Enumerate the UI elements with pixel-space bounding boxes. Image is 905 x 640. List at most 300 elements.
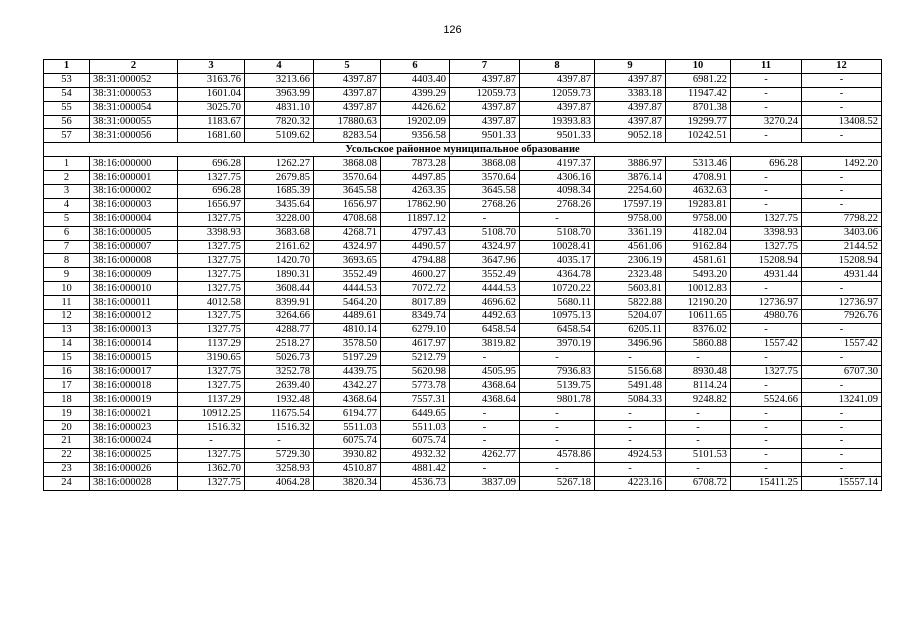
table-cell: 9758.00 xyxy=(666,212,731,226)
table-cell: 5524.66 xyxy=(731,393,802,407)
table-cell: 1685.39 xyxy=(245,185,314,199)
table-cell: 3270.24 xyxy=(731,115,802,129)
table-cell: 15208.94 xyxy=(802,254,882,268)
table-cell: 4035.17 xyxy=(520,254,595,268)
table-cell: 5773.78 xyxy=(381,379,450,393)
table-cell: - xyxy=(731,462,802,476)
table-cell: 4617.97 xyxy=(381,337,450,351)
table-cell: 4364.78 xyxy=(520,268,595,282)
table-cell: 1 xyxy=(44,157,90,171)
table-cell: 4931.44 xyxy=(802,268,882,282)
table-cell: 38:31:000055 xyxy=(90,115,178,129)
table-cell: - xyxy=(731,407,802,421)
table-cell: 3683.68 xyxy=(245,226,314,240)
table-cell: - xyxy=(595,435,666,449)
table-cell: 38:16:000014 xyxy=(90,337,178,351)
table-cell: 38:16:000003 xyxy=(90,198,178,212)
table-cell: 38:16:000013 xyxy=(90,323,178,337)
table-cell: - xyxy=(802,73,882,87)
table-cell: 22 xyxy=(44,448,90,462)
table-cell: 5109.62 xyxy=(245,129,314,143)
table-row xyxy=(44,365,882,379)
table-cell: 3868.08 xyxy=(450,157,520,171)
table-cell: 21 xyxy=(44,435,90,449)
table-row xyxy=(44,337,882,351)
table-cell: 5493.20 xyxy=(666,268,731,282)
column-header: 10 xyxy=(666,60,731,74)
table-cell: - xyxy=(731,435,802,449)
table-cell: 3361.19 xyxy=(595,226,666,240)
table-cell: - xyxy=(802,282,882,296)
table-cell: - xyxy=(731,323,802,337)
table-cell: 4561.06 xyxy=(595,240,666,254)
table-cell: - xyxy=(666,421,731,435)
table-cell: 3578.50 xyxy=(314,337,381,351)
table-cell: 4578.86 xyxy=(520,448,595,462)
table-cell: 7798.22 xyxy=(802,212,882,226)
table-cell: 6279.10 xyxy=(381,323,450,337)
table-cell: 19393.83 xyxy=(520,115,595,129)
table-cell: 5729.30 xyxy=(245,448,314,462)
table-cell: 1327.75 xyxy=(178,379,245,393)
table-cell: 2306.19 xyxy=(595,254,666,268)
table-cell: 7926.76 xyxy=(802,310,882,324)
table-cell: 4399.29 xyxy=(381,87,450,101)
table-cell: - xyxy=(450,462,520,476)
table-cell: 3570.64 xyxy=(314,171,381,185)
table-cell: 5620.98 xyxy=(381,365,450,379)
table-cell: 7072.72 xyxy=(381,282,450,296)
table-cell: 4426.62 xyxy=(381,101,450,115)
column-header: 11 xyxy=(731,60,802,74)
table-cell: - xyxy=(595,462,666,476)
table-cell: 5197.29 xyxy=(314,351,381,365)
table-cell: 5491.48 xyxy=(595,379,666,393)
table-cell: 15411.25 xyxy=(731,476,802,490)
table-cell: - xyxy=(731,282,802,296)
table-cell: 53 xyxy=(44,73,90,87)
table-cell: - xyxy=(450,421,520,435)
table-cell: 4931.44 xyxy=(731,268,802,282)
table-cell: 5 xyxy=(44,212,90,226)
table-cell: 4262.77 xyxy=(450,448,520,462)
table-cell: 4012.58 xyxy=(178,296,245,310)
table-cell: 5313.46 xyxy=(666,157,731,171)
table-cell: 1137.29 xyxy=(178,393,245,407)
table-cell: - xyxy=(450,212,520,226)
table-body xyxy=(44,73,882,490)
table-cell: 696.28 xyxy=(178,185,245,199)
column-header: 1 xyxy=(44,60,90,74)
table-cell: 4489.61 xyxy=(314,310,381,324)
table-cell: 11 xyxy=(44,296,90,310)
table-cell: 4492.63 xyxy=(450,310,520,324)
table-cell: 54 xyxy=(44,87,90,101)
table-row xyxy=(44,323,882,337)
table-cell: 20 xyxy=(44,421,90,435)
table-cell: 8376.02 xyxy=(666,323,731,337)
table-cell: 4403.40 xyxy=(381,73,450,87)
table-cell: - xyxy=(520,212,595,226)
table-cell: 1656.97 xyxy=(178,198,245,212)
table-cell: 5108.70 xyxy=(520,226,595,240)
table-cell: - xyxy=(802,101,882,115)
column-header: 9 xyxy=(595,60,666,74)
table-cell: 3552.49 xyxy=(450,268,520,282)
table-row xyxy=(44,476,882,490)
table-cell: 6707.30 xyxy=(802,365,882,379)
table-cell: 38:16:000008 xyxy=(90,254,178,268)
table-cell: 13 xyxy=(44,323,90,337)
table-cell: 12059.73 xyxy=(450,87,520,101)
table-cell: 1932.48 xyxy=(245,393,314,407)
table-cell: 11897.12 xyxy=(381,212,450,226)
table-cell: 23 xyxy=(44,462,90,476)
table-cell: 3 xyxy=(44,185,90,199)
table-cell: - xyxy=(802,421,882,435)
table-cell: 4490.57 xyxy=(381,240,450,254)
table-cell: 17862.90 xyxy=(381,198,450,212)
table-cell: 12736.97 xyxy=(802,296,882,310)
table-cell: 4263.35 xyxy=(381,185,450,199)
table-cell: 4397.87 xyxy=(314,87,381,101)
table-cell: 4268.71 xyxy=(314,226,381,240)
table-cell: 38:16:000019 xyxy=(90,393,178,407)
table-cell: 3608.44 xyxy=(245,282,314,296)
table-cell: 12736.97 xyxy=(731,296,802,310)
table-cell: 5603.81 xyxy=(595,282,666,296)
table-cell: 3264.66 xyxy=(245,310,314,324)
table-cell: 6458.54 xyxy=(450,323,520,337)
table-cell: 38:16:000005 xyxy=(90,226,178,240)
table-row xyxy=(44,240,882,254)
table-cell: 4831.10 xyxy=(245,101,314,115)
table-cell: 57 xyxy=(44,129,90,143)
table-cell: 4881.42 xyxy=(381,462,450,476)
table-cell: 38:16:000018 xyxy=(90,379,178,393)
table-cell: 17880.63 xyxy=(314,115,381,129)
table-cell: 2161.62 xyxy=(245,240,314,254)
page-number: 126 xyxy=(443,24,462,36)
table-cell: 10611.65 xyxy=(666,310,731,324)
table-cell: 19202.09 xyxy=(381,115,450,129)
table-cell: - xyxy=(802,379,882,393)
table-cell: 1516.32 xyxy=(178,421,245,435)
table-cell: 2 xyxy=(44,171,90,185)
table-cell: 4536.73 xyxy=(381,476,450,490)
table-cell: 3876.14 xyxy=(595,171,666,185)
table-cell: 10912.25 xyxy=(178,407,245,421)
column-header: 2 xyxy=(90,60,178,74)
table-cell: 11675.54 xyxy=(245,407,314,421)
table-cell: 4980.76 xyxy=(731,310,802,324)
table-cell: 38:16:000009 xyxy=(90,268,178,282)
table-cell: - xyxy=(520,407,595,421)
table-cell: 3163.76 xyxy=(178,73,245,87)
table-cell: 38:16:000028 xyxy=(90,476,178,490)
table-cell: 3190.65 xyxy=(178,351,245,365)
table-cell: 12059.73 xyxy=(520,87,595,101)
table-cell: 3403.06 xyxy=(802,226,882,240)
table-row xyxy=(44,198,882,212)
table-cell: 1137.29 xyxy=(178,337,245,351)
table-row xyxy=(44,393,882,407)
table-cell: 19283.81 xyxy=(666,198,731,212)
table-row xyxy=(44,282,882,296)
table-cell: - xyxy=(666,407,731,421)
table-cell: 7936.83 xyxy=(520,365,595,379)
table-cell: - xyxy=(520,435,595,449)
table-cell: - xyxy=(520,462,595,476)
table-cell: - xyxy=(595,407,666,421)
table-cell: 5860.88 xyxy=(666,337,731,351)
table-cell: 4444.53 xyxy=(314,282,381,296)
table-cell: 38:16:000015 xyxy=(90,351,178,365)
table-cell: 8017.89 xyxy=(381,296,450,310)
table-cell: 6458.54 xyxy=(520,323,595,337)
table-cell: 7 xyxy=(44,240,90,254)
table-cell: 38:16:000021 xyxy=(90,407,178,421)
column-header: 5 xyxy=(314,60,381,74)
table-cell: - xyxy=(245,435,314,449)
table-cell: 4223.16 xyxy=(595,476,666,490)
table-cell: 4632.63 xyxy=(666,185,731,199)
table-row xyxy=(44,310,882,324)
table-cell: 696.28 xyxy=(731,157,802,171)
column-header: 4 xyxy=(245,60,314,74)
table-cell: 4288.77 xyxy=(245,323,314,337)
table-cell: 1557.42 xyxy=(802,337,882,351)
table-cell: 4708.68 xyxy=(314,212,381,226)
table-cell: - xyxy=(450,407,520,421)
table-cell: - xyxy=(666,435,731,449)
table-cell: 9356.58 xyxy=(381,129,450,143)
table-cell: 3496.96 xyxy=(595,337,666,351)
table-row xyxy=(44,268,882,282)
table-cell: 1183.67 xyxy=(178,115,245,129)
table-cell: 4397.87 xyxy=(314,101,381,115)
table-cell: 4600.27 xyxy=(381,268,450,282)
table-cell: 11947.42 xyxy=(666,87,731,101)
table-cell: - xyxy=(802,198,882,212)
table-cell: 4306.16 xyxy=(520,171,595,185)
table-cell: 3645.58 xyxy=(314,185,381,199)
table-cell: 4324.97 xyxy=(314,240,381,254)
table-cell: 2144.52 xyxy=(802,240,882,254)
table-cell: 10975.13 xyxy=(520,310,595,324)
table-cell: - xyxy=(802,462,882,476)
table-cell: 6981.22 xyxy=(666,73,731,87)
table-cell: - xyxy=(450,435,520,449)
table-cell: 1362.70 xyxy=(178,462,245,476)
table-cell: 38:16:000011 xyxy=(90,296,178,310)
table-cell: 3819.82 xyxy=(450,337,520,351)
table-cell: 38:31:000056 xyxy=(90,129,178,143)
table-cell: 6075.74 xyxy=(381,435,450,449)
column-header: 3 xyxy=(178,60,245,74)
table-cell: 4696.62 xyxy=(450,296,520,310)
table-cell: 5464.20 xyxy=(314,296,381,310)
table-cell: 15208.94 xyxy=(731,254,802,268)
table-cell: 8349.74 xyxy=(381,310,450,324)
table-cell: 4368.64 xyxy=(450,379,520,393)
table-cell: 3228.00 xyxy=(245,212,314,226)
table-cell: 8114.24 xyxy=(666,379,731,393)
table-cell: 7557.31 xyxy=(381,393,450,407)
table-cell: 19299.77 xyxy=(666,115,731,129)
table-cell: 14 xyxy=(44,337,90,351)
table-cell: 3963.99 xyxy=(245,87,314,101)
table-cell: 38:16:000024 xyxy=(90,435,178,449)
table-cell: 12 xyxy=(44,310,90,324)
section-row xyxy=(44,143,882,157)
column-header: 6 xyxy=(381,60,450,74)
table-cell: 4510.87 xyxy=(314,462,381,476)
table-cell: 8283.54 xyxy=(314,129,381,143)
table-cell: 1327.75 xyxy=(731,365,802,379)
table-cell: 6708.72 xyxy=(666,476,731,490)
table-cell: - xyxy=(731,101,802,115)
table-cell: 9501.33 xyxy=(450,129,520,143)
table-cell: 56 xyxy=(44,115,90,129)
table-cell: 3645.58 xyxy=(450,185,520,199)
table-cell: - xyxy=(731,129,802,143)
table-cell: - xyxy=(731,379,802,393)
table-cell: 9162.84 xyxy=(666,240,731,254)
table-cell: - xyxy=(802,435,882,449)
table-cell: 4368.64 xyxy=(450,393,520,407)
table-row xyxy=(44,421,882,435)
table-cell: 2323.48 xyxy=(595,268,666,282)
table-cell: 3693.65 xyxy=(314,254,381,268)
table-cell: 38:16:000000 xyxy=(90,157,178,171)
table-cell: 3398.93 xyxy=(731,226,802,240)
table-cell: 4794.88 xyxy=(381,254,450,268)
table-cell: 2768.26 xyxy=(520,198,595,212)
table-cell: 3258.93 xyxy=(245,462,314,476)
table-cell: 38:16:000007 xyxy=(90,240,178,254)
table-cell: 3970.19 xyxy=(520,337,595,351)
table-cell: - xyxy=(450,351,520,365)
table-cell: 38:31:000054 xyxy=(90,101,178,115)
table-cell: - xyxy=(802,351,882,365)
table-cell: 4397.87 xyxy=(450,73,520,87)
table-cell: 4397.87 xyxy=(520,73,595,87)
table-cell: 55 xyxy=(44,101,90,115)
table-cell: - xyxy=(595,351,666,365)
table-cell: 4182.04 xyxy=(666,226,731,240)
table-cell: - xyxy=(520,421,595,435)
table-cell: 5822.88 xyxy=(595,296,666,310)
data-table xyxy=(43,59,882,491)
table-cell: - xyxy=(731,448,802,462)
table-cell: 4197.37 xyxy=(520,157,595,171)
table-cell: 38:16:000002 xyxy=(90,185,178,199)
table-cell: - xyxy=(595,421,666,435)
table-cell: 6449.65 xyxy=(381,407,450,421)
table-cell: 9052.18 xyxy=(595,129,666,143)
table-cell: 1327.75 xyxy=(178,240,245,254)
table-cell: 3647.96 xyxy=(450,254,520,268)
table-cell: 38:16:000023 xyxy=(90,421,178,435)
column-header: 8 xyxy=(520,60,595,74)
table-cell: 4397.87 xyxy=(450,101,520,115)
table-cell: 4810.14 xyxy=(314,323,381,337)
table-cell: 1327.75 xyxy=(178,282,245,296)
table-cell: 4581.61 xyxy=(666,254,731,268)
table-cell: - xyxy=(802,323,882,337)
table-cell: 1516.32 xyxy=(245,421,314,435)
table-cell: 8701.38 xyxy=(666,101,731,115)
header-row xyxy=(44,60,882,74)
table-cell: 7873.28 xyxy=(381,157,450,171)
table-cell: 5212.79 xyxy=(381,351,450,365)
table-cell: 1681.60 xyxy=(178,129,245,143)
table-row xyxy=(44,254,882,268)
table-cell: 1557.42 xyxy=(731,337,802,351)
table-cell: 1656.97 xyxy=(314,198,381,212)
table-row xyxy=(44,171,882,185)
table-cell: 17 xyxy=(44,379,90,393)
table-cell: 696.28 xyxy=(178,157,245,171)
table-cell: 4924.53 xyxy=(595,448,666,462)
table-row xyxy=(44,212,882,226)
table-cell: 2639.40 xyxy=(245,379,314,393)
table-cell: - xyxy=(802,448,882,462)
table-cell: 4397.87 xyxy=(595,115,666,129)
table-cell: - xyxy=(731,185,802,199)
table-cell: 1890.31 xyxy=(245,268,314,282)
table-cell: 3213.66 xyxy=(245,73,314,87)
table-cell: 1327.75 xyxy=(178,323,245,337)
table-cell: 18 xyxy=(44,393,90,407)
table-cell: 7820.32 xyxy=(245,115,314,129)
table-cell: 5108.70 xyxy=(450,226,520,240)
table-cell: 4439.75 xyxy=(314,365,381,379)
table-cell: - xyxy=(731,73,802,87)
table-cell: 5139.75 xyxy=(520,379,595,393)
table-row xyxy=(44,73,882,87)
table-row xyxy=(44,226,882,240)
table-cell: 1327.75 xyxy=(731,212,802,226)
table-row xyxy=(44,185,882,199)
table-cell: 1327.75 xyxy=(178,171,245,185)
table-cell: 1262.27 xyxy=(245,157,314,171)
table-cell: 1327.75 xyxy=(178,254,245,268)
table-cell: 4397.87 xyxy=(314,73,381,87)
table-cell: - xyxy=(802,407,882,421)
table-row xyxy=(44,462,882,476)
table-row xyxy=(44,101,882,115)
table-cell: 38:16:000004 xyxy=(90,212,178,226)
table-cell: 9758.00 xyxy=(595,212,666,226)
table-cell: 5101.53 xyxy=(666,448,731,462)
table-cell: 38:31:000052 xyxy=(90,73,178,87)
table-cell: 15557.14 xyxy=(802,476,882,490)
table-cell: 1327.75 xyxy=(178,448,245,462)
column-header: 7 xyxy=(450,60,520,74)
table-row xyxy=(44,296,882,310)
table-cell: 13408.52 xyxy=(802,115,882,129)
table-cell: 10012.83 xyxy=(666,282,731,296)
section-title: Усольское районное муниципальное образование xyxy=(44,143,882,157)
table-cell: 24 xyxy=(44,476,90,490)
table-cell: 4397.87 xyxy=(595,101,666,115)
table-cell: 5267.18 xyxy=(520,476,595,490)
table-cell: 1327.75 xyxy=(178,476,245,490)
table-cell: 6075.74 xyxy=(314,435,381,449)
table-row xyxy=(44,448,882,462)
